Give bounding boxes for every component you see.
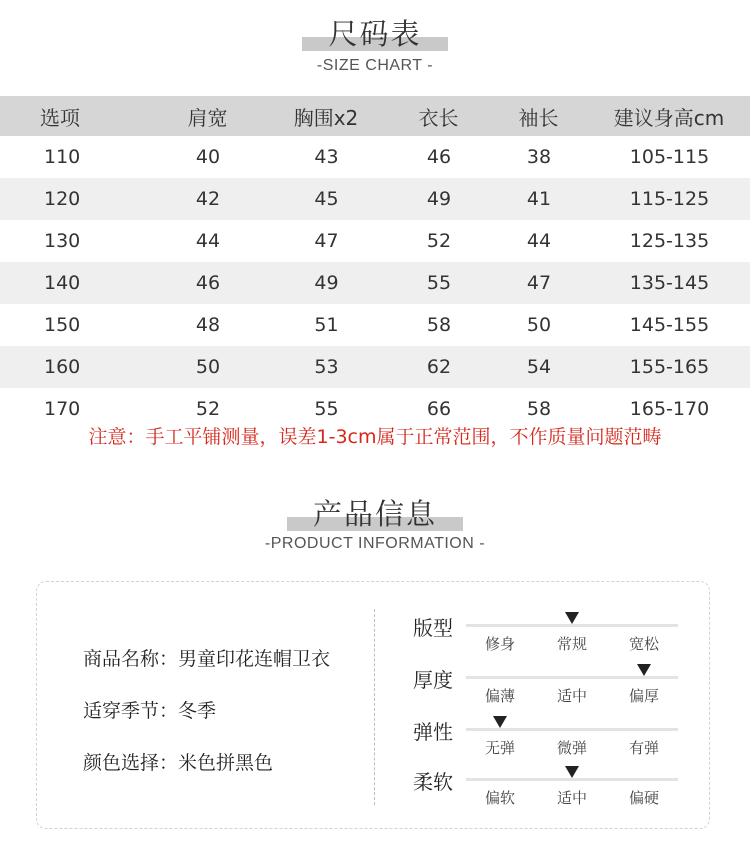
table-cell: 44 (526, 230, 552, 252)
table-cell: 58 (526, 398, 552, 420)
attribute-option: 微弹 (556, 739, 587, 757)
divider-line (374, 609, 375, 805)
table-cell: 105-115 (629, 146, 710, 168)
table-cell: 130 (44, 230, 81, 252)
table-cell: 55 (314, 398, 339, 420)
table-cell: 120 (0, 178, 152, 220)
table-body (0, 136, 750, 430)
table-cell: 62 (389, 346, 489, 388)
attribute-label: 版型 (413, 616, 453, 640)
column-header: 衣长 (389, 96, 489, 136)
detail-product-name: 商品名称：男童印花连帽卫衣 (83, 648, 331, 670)
attribute-option: 偏软 (484, 789, 515, 807)
table-row (0, 220, 750, 262)
detail-color: 颜色选择：米色拼黑色 (83, 752, 274, 774)
table-cell: 52 (195, 398, 221, 420)
selected-marker-icon (637, 664, 651, 676)
attribute-option: 适中 (556, 687, 587, 705)
table-cell: 135-145 (589, 262, 750, 304)
selected-marker-icon (493, 716, 507, 728)
attribute-scale-track (466, 778, 678, 781)
table-cell: 47 (314, 230, 339, 252)
table-cell: 38 (526, 146, 552, 168)
attribute-label: 厚度 (413, 668, 453, 692)
table-cell: 155-165 (589, 346, 750, 388)
table-cell: 145-155 (629, 314, 710, 336)
attribute-option: 有弹 (628, 739, 659, 757)
selected-marker-icon (565, 766, 579, 778)
table-cell: 52 (426, 230, 452, 252)
table-row (0, 346, 750, 388)
table-cell: 66 (426, 398, 452, 420)
table-cell: 115-125 (589, 178, 750, 220)
table-cell: 54 (489, 346, 589, 388)
attribute-option: 宽松 (628, 635, 659, 653)
table-cell: 42 (152, 178, 264, 220)
table-cell: 165-170 (629, 398, 710, 420)
attribute-option: 修身 (484, 635, 515, 653)
column-header: 肩宽 (152, 96, 264, 136)
table-cell: 51 (314, 314, 339, 336)
column-header: 选项 (0, 96, 152, 136)
table-cell: 48 (195, 314, 221, 336)
table-cell: 140 (0, 262, 152, 304)
attribute-option: 偏硬 (628, 789, 659, 807)
table-row (0, 262, 750, 304)
table-cell: 43 (314, 146, 339, 168)
detail-season: 适穿季节：冬季 (83, 700, 217, 722)
attribute-option: 偏厚 (628, 687, 659, 705)
table-cell: 170 (44, 398, 81, 420)
table-cell: 49 (389, 178, 489, 220)
measurement-note: 注意：手工平铺测量，误差1-3cm属于正常范围，不作质量问题范畴 (88, 426, 662, 448)
attribute-option: 偏薄 (484, 687, 515, 705)
table-cell: 55 (389, 262, 489, 304)
table-row (0, 136, 750, 178)
table-cell: 45 (264, 178, 389, 220)
table-cell: 44 (195, 230, 221, 252)
table-cell: 49 (264, 262, 389, 304)
size-chart-title: 尺码表 (0, 12, 750, 53)
attribute-label: 弹性 (413, 720, 453, 744)
table-row (0, 304, 750, 346)
attribute-scale-track (466, 676, 678, 679)
attribute-scale-track (466, 728, 678, 731)
attribute-option: 常规 (556, 635, 587, 653)
selected-marker-icon (565, 612, 579, 624)
attribute-label: 柔软 (413, 770, 453, 794)
table-cell: 125-135 (629, 230, 710, 252)
table-cell: 46 (152, 262, 264, 304)
table-cell: 110 (44, 146, 81, 168)
size-table (0, 96, 750, 430)
table-cell: 150 (44, 314, 81, 336)
table-row (0, 178, 750, 220)
attribute-option: 适中 (556, 789, 587, 807)
table-cell: 46 (426, 146, 452, 168)
table-cell: 41 (489, 178, 589, 220)
table-cell: 160 (0, 346, 152, 388)
table-cell: 53 (264, 346, 389, 388)
column-header: 胸围x2 (264, 96, 389, 136)
column-header: 建议身高cm (589, 96, 750, 136)
product-info-title: 产品信息 (0, 492, 750, 533)
table-cell: 50 (526, 314, 552, 336)
table-header-row (0, 96, 750, 136)
table-cell: 40 (195, 146, 221, 168)
column-header: 袖长 (489, 96, 589, 136)
attribute-scale-track (466, 624, 678, 627)
table-cell: 47 (489, 262, 589, 304)
product-info-subtitle: -PRODUCT INFORMATION - (264, 535, 486, 552)
attribute-option: 无弹 (484, 739, 515, 757)
table-cell: 58 (426, 314, 452, 336)
table-cell: 50 (152, 346, 264, 388)
size-chart-subtitle: -SIZE CHART - (316, 57, 434, 74)
